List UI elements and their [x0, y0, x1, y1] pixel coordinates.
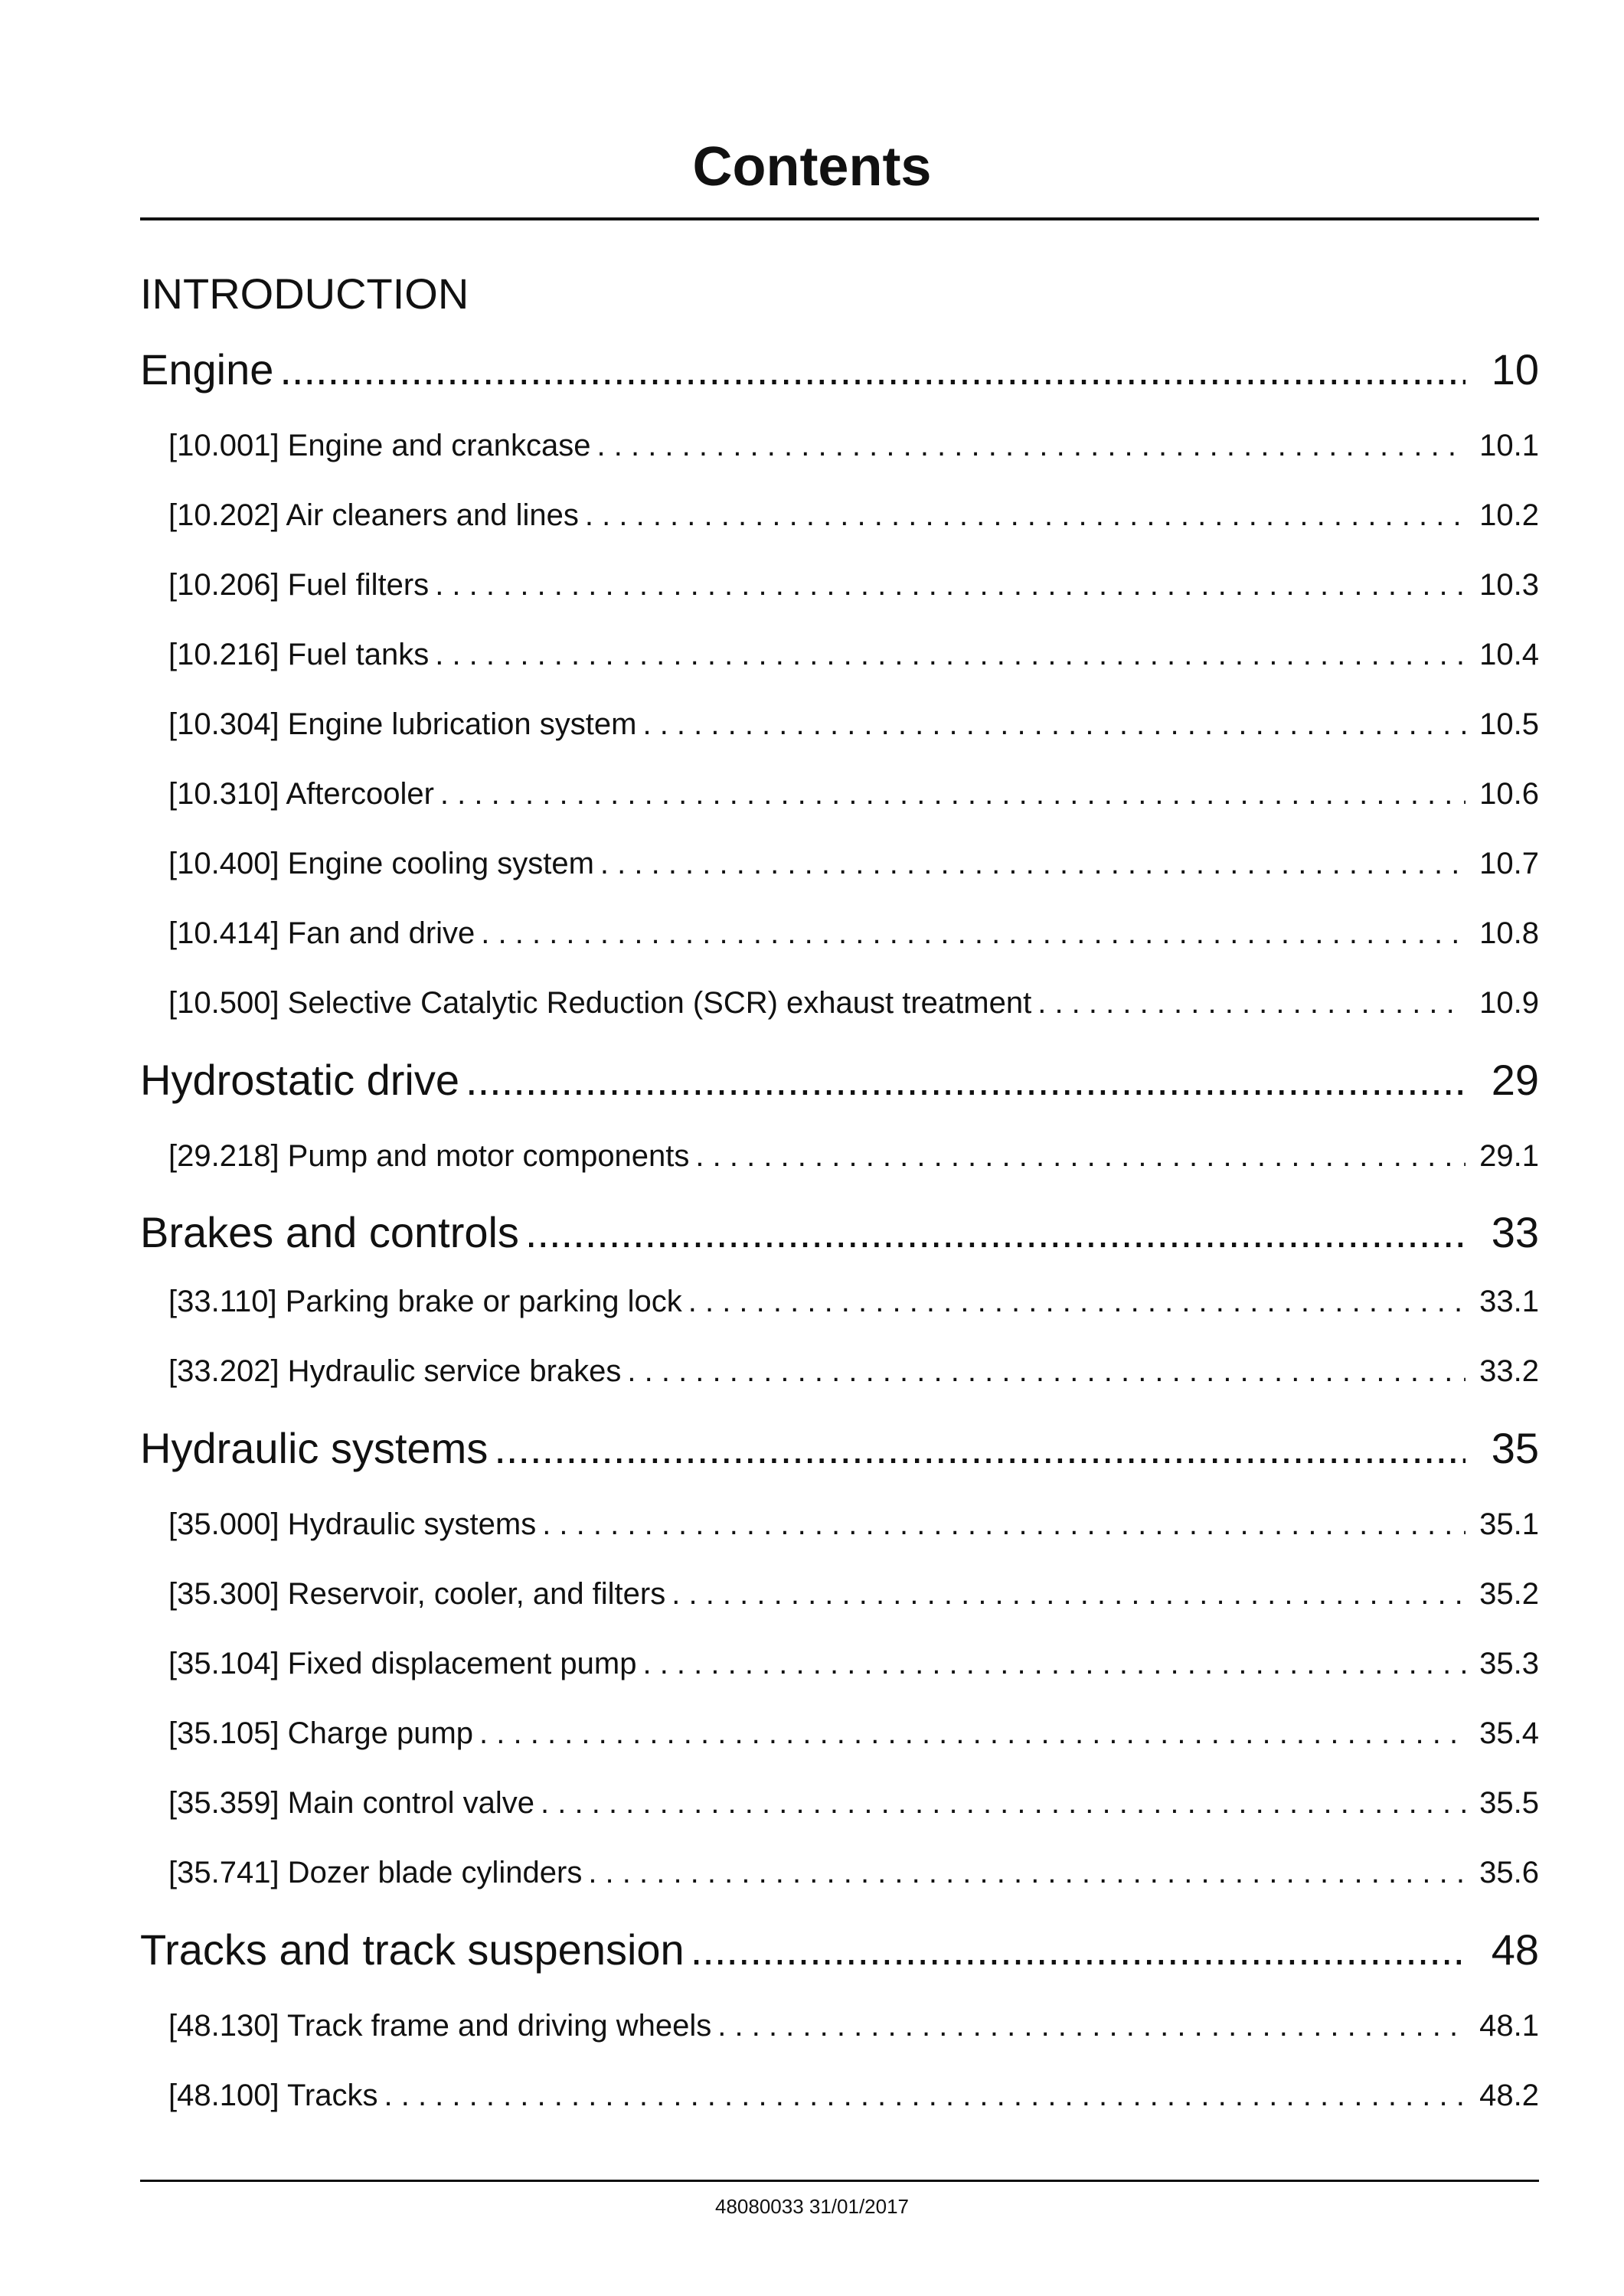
toc-page-number: 35.6 [1479, 1856, 1539, 1889]
toc-entry-label: [33.202] Hydraulic service brakes [168, 1354, 622, 1388]
toc-section[interactable] [168, 494, 1539, 537]
toc-entry-label: [35.000] Hydraulic systems [168, 1507, 537, 1541]
toc-section[interactable] [168, 981, 1539, 1024]
toc-page-number: 10.3 [1479, 568, 1539, 602]
dot-leader [691, 1923, 1466, 1977]
toc-section[interactable] [168, 1503, 1539, 1546]
toc-entry-label: [35.359] Main control valve [168, 1786, 535, 1820]
toc-entry-label: [35.741] Dozer blade cylinders [168, 1856, 583, 1889]
dot-leader [466, 1053, 1466, 1107]
toc-page-number: 10.6 [1479, 777, 1539, 811]
toc-page-number: 33.2 [1479, 1354, 1539, 1388]
toc-page-number: 29 [1491, 1056, 1539, 1104]
toc-entry-label: Engine [140, 345, 274, 394]
toc-entry-label: [29.218] Pump and motor components [168, 1139, 690, 1173]
dot-leader [494, 1422, 1466, 1475]
toc-page-number: 33.1 [1479, 1285, 1539, 1318]
toc-page-number: 10.4 [1479, 638, 1539, 671]
dot-leader [671, 1573, 1466, 1615]
dot-leader [481, 912, 1466, 955]
toc-page-number: 10.9 [1479, 986, 1539, 1020]
dot-leader [440, 772, 1466, 815]
footer-rule [140, 2180, 1539, 2182]
toc-section[interactable] [168, 703, 1539, 746]
dot-leader [384, 2074, 1466, 2117]
dot-leader [542, 1503, 1466, 1546]
dot-leader [642, 1642, 1466, 1685]
footer-doc-code: 48080033 31/01/2017 [714, 2195, 910, 2218]
dot-leader [688, 1280, 1466, 1323]
toc-section[interactable] [168, 424, 1539, 467]
toc-entry-label: [33.110] Parking brake or parking lock [168, 1285, 682, 1318]
toc-entry-label: [10.001] Engine and crankcase [168, 429, 591, 462]
toc-page-number: 33 [1491, 1208, 1539, 1256]
toc-page-number: 10.7 [1479, 847, 1539, 880]
dot-leader [585, 494, 1466, 537]
toc-section[interactable] [168, 1573, 1539, 1615]
toc-section[interactable] [168, 1782, 1539, 1824]
toc-page-number: 35.3 [1479, 1647, 1539, 1680]
dot-leader [627, 1350, 1466, 1393]
dot-leader [588, 1851, 1466, 1894]
toc-entry-label: [48.100] Tracks [168, 2079, 378, 2112]
toc-chapter-brakes-and-controls[interactable] [140, 1206, 1539, 1259]
toc-entry-label: [10.310] Aftercooler [168, 777, 434, 811]
toc-entry-label: [35.300] Reservoir, cooler, and filters [168, 1577, 666, 1611]
toc-entry-label: Hydrostatic drive [140, 1056, 460, 1104]
toc-section[interactable] [168, 1135, 1539, 1177]
toc-entry-label: [10.304] Engine lubrication system [168, 707, 637, 741]
dot-leader [597, 424, 1466, 467]
toc-section[interactable] [168, 1642, 1539, 1685]
toc-page-number: 35.2 [1479, 1577, 1539, 1611]
dot-leader [279, 343, 1466, 397]
toc-section[interactable] [168, 1851, 1539, 1894]
toc-section[interactable] [168, 2074, 1539, 2117]
toc-page-number: 35.1 [1479, 1507, 1539, 1541]
dot-leader [695, 1135, 1466, 1177]
page-title: Contents [692, 136, 932, 198]
toc-page-number: 35.5 [1479, 1786, 1539, 1820]
toc-section[interactable] [168, 1350, 1539, 1393]
toc-entry-label: [10.202] Air cleaners and lines [168, 498, 579, 532]
dot-leader [435, 563, 1466, 606]
toc-chapter-hydrostatic-drive[interactable] [140, 1053, 1539, 1107]
dot-leader [642, 703, 1466, 746]
toc-page-number: 29.1 [1479, 1139, 1539, 1173]
toc-chapter-hydraulic-systems[interactable] [140, 1422, 1539, 1475]
toc-entry-label: Brakes and controls [140, 1208, 519, 1256]
toc-section[interactable] [168, 1280, 1539, 1323]
toc-chapter-engine[interactable] [140, 343, 1539, 397]
toc-entry-label: Hydraulic systems [140, 1424, 489, 1472]
toc-page-number: 48.1 [1479, 2009, 1539, 2043]
toc-section[interactable] [168, 2004, 1539, 2047]
toc-page-number: 48.2 [1479, 2079, 1539, 2112]
toc-entry-label: [10.414] Fan and drive [168, 916, 475, 950]
dot-leader [600, 842, 1466, 885]
toc-page-number: 10 [1491, 345, 1539, 394]
toc-page-number: 10.1 [1479, 429, 1539, 462]
toc-section[interactable] [168, 1712, 1539, 1755]
toc-entry-label: [48.130] Track frame and driving wheels [168, 2009, 712, 2043]
toc-page-number: 35.4 [1479, 1716, 1539, 1750]
toc-entry-label: [10.206] Fuel filters [168, 568, 430, 602]
toc-entry-label: [10.400] Engine cooling system [168, 847, 594, 880]
toc-section[interactable] [168, 633, 1539, 676]
toc-entry-label: Tracks and track suspension [140, 1925, 685, 1974]
toc-section[interactable] [168, 842, 1539, 885]
toc-entry-label: [10.216] Fuel tanks [168, 638, 430, 671]
dot-leader [525, 1206, 1466, 1259]
toc-section[interactable] [168, 772, 1539, 815]
toc-page-number: 35 [1491, 1424, 1539, 1472]
dot-leader [541, 1782, 1466, 1824]
dot-leader [1037, 981, 1466, 1024]
header-rule [140, 217, 1539, 220]
toc-page-number: 10.8 [1479, 916, 1539, 950]
dot-leader [717, 2004, 1466, 2047]
toc-page-number: 10.2 [1479, 498, 1539, 532]
toc-entry-label: [35.104] Fixed displacement pump [168, 1647, 637, 1680]
dot-leader [435, 633, 1466, 676]
intro-heading: INTRODUCTION [140, 269, 469, 318]
toc-section[interactable] [168, 563, 1539, 606]
toc-page-number: 10.5 [1479, 707, 1539, 741]
toc-section[interactable] [168, 912, 1539, 955]
toc-entry-label: [35.105] Charge pump [168, 1716, 474, 1750]
dot-leader [479, 1712, 1466, 1755]
toc-chapter-tracks-and-track-suspension[interactable] [140, 1923, 1539, 1977]
toc-entry-label: [10.500] Selective Catalytic Reduction (SCR) exhaust treatment [168, 986, 1032, 1020]
toc-page-number: 48 [1491, 1925, 1539, 1974]
